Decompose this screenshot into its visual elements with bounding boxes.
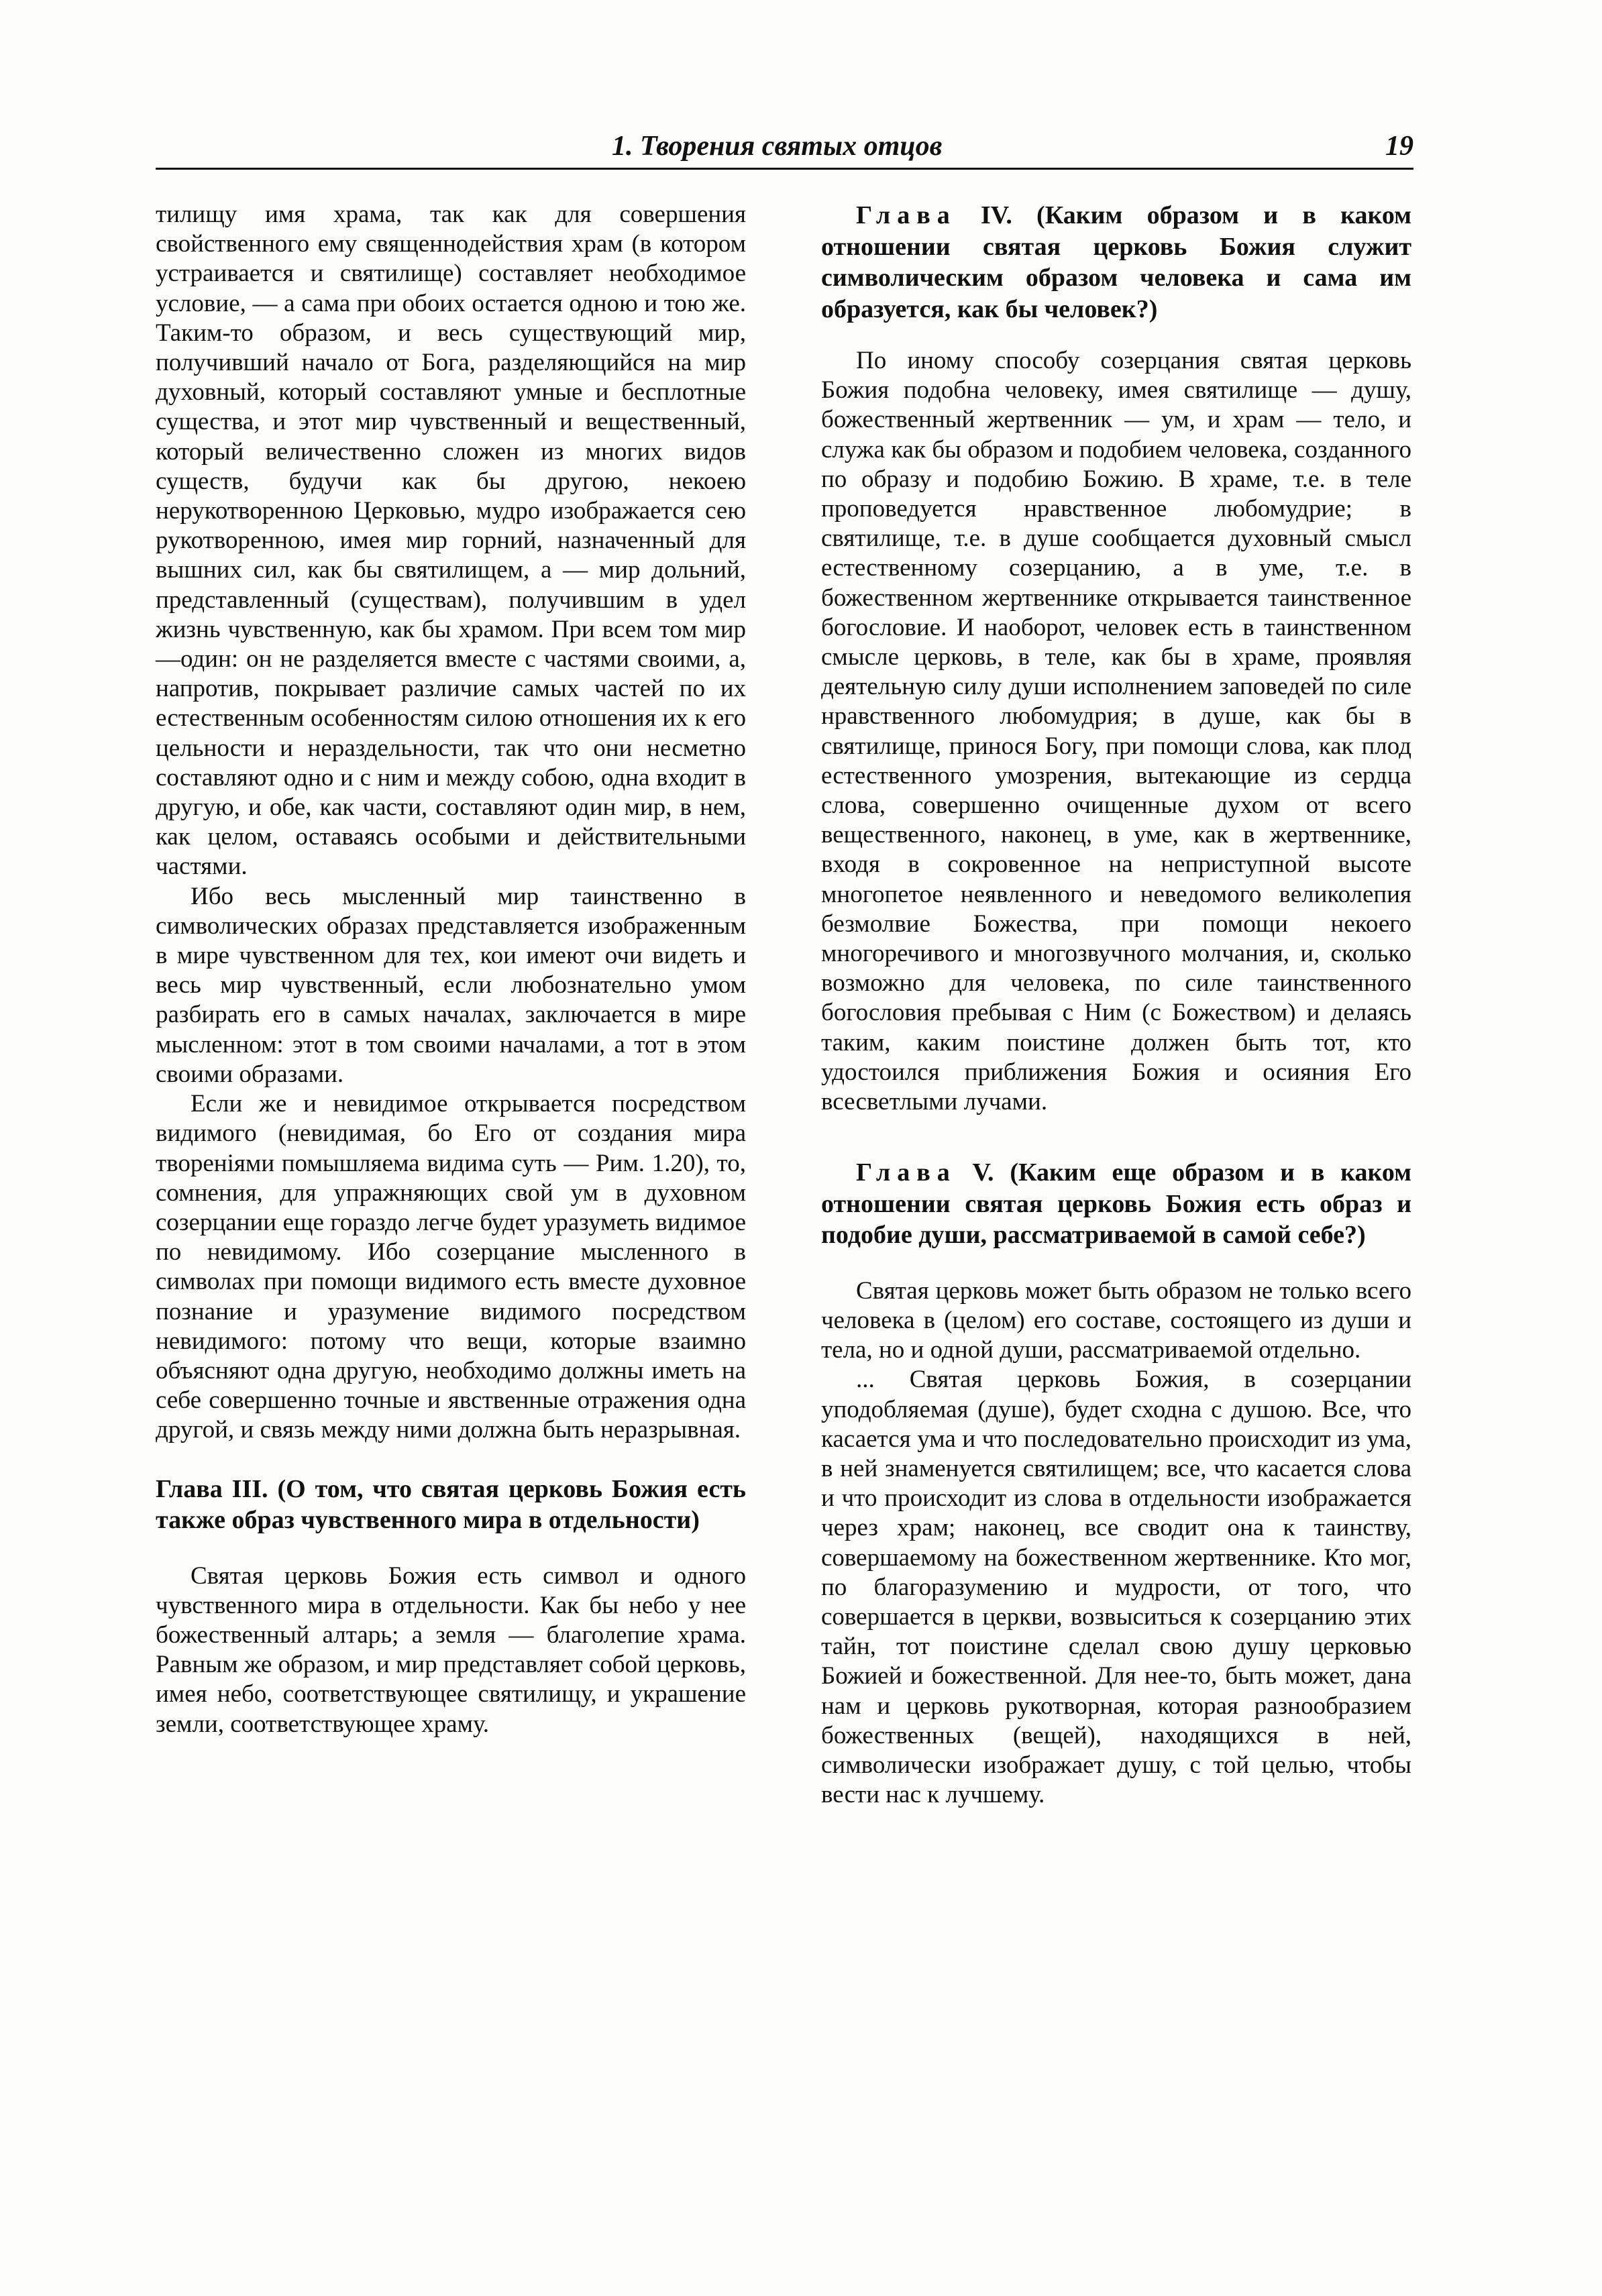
chapter-heading: [821, 200, 1411, 325]
left-column: [156, 200, 746, 1739]
paragraph: Если же и невидимое открывается посредством видимого (невидимая, бо Его от создания мира твореніями помышляема видима суть — Рим. 1.20), то, сомнения, для упражняющих свой ум в духовном созерцании еще гораздо легче будет уразуметь видимое по невидимому. Ибо созерцание мысленного в символах при помощи видимого есть вместе духовное познание и уразумение видимого посредством невидимого: потому что вещи, которые взаимно объясняют одна другую, необходимо должны иметь на себе совершенно точные и явственные отражения одна другой, и связь между ними должна быть неразрывная.: [156, 1090, 746, 1444]
paragraph: ... Святая церковь Божия, в созерцании уподобляемая (душе), будет сходна с душою. Все, что касается ума и что последовательно происходит из ума, в ней знаменуется святилищем; все, что касается слова и что происходит из слова в отдельности изображается через храм; наконец, все сводит она к таинству, совершаемому на божественном жертвеннике. Кто мог, по благоразумению и мудрости, от того, что совершается в церкви, возвыситься к созерцанию этих тайн, тот поистине сделал свою душу церковью Божией и божественной. Для нее-то, быть может, дана нам и церковь рукотворная, которая разнообразием божественных (вещей), находящихся в ней, символически изображает душу, с той целью, чтобы вести нас к лучшему.: [821, 1366, 1411, 1809]
chapter-title: V. (Каким еще образом и в каком отношении святая церковь Божия есть образ и подобие души, рассматриваемой в самой себе?): [821, 1158, 1412, 1250]
right-column: [821, 200, 1411, 1810]
chapter-label: Глава: [856, 1158, 957, 1187]
paragraph: Святая церковь Божия есть символ и одного чувственного мира в отдельности. Как бы небо у нее божественный алтарь; а земля — благолепие храма. Равным же образом, и мир представляет собой церковь, имея небо, соответствующее святилищу, и украшение земли, соответствующее храму.: [156, 1562, 746, 1738]
paragraph: По иному способу созерцания святая церковь Божия подобна человеку, имея святилище — душу, божественный жертвенник — ум, и храм — тело, и служа как бы образом и подобием человека, созданного по образу и подобию Божию. В храме, т.е. в теле проповедуется нравственное любомудрие; в святилище, т.е. в душе сообщается духовный смысл естественному созерцанию, а в уме, т.е. в божественном жертвеннике открывается таинственное богословие. И наоборот, человек есть в таинственном смысле церковь, в теле, как бы в храме, проявляя деятельную силу души исполнением заповедей по силе нравственного любомудрия; в душе, как бы в святилище, принося Богу, при помощи слова, как плод естественного умозрения, вытекающие из сердца слова, совершенно очищенные духом от всего вещественного, наконец, в уме, как в жертвеннике, входя в сокровенное на неприступной высоте многопетое неявленного и неведомого великолепия безмолвие Божества, при помощи некоего многоречивого и многозвучного молчания, и, сколько возможно для человека, по силе таинственного богословия пребывая с Ним (с Божеством) и делаясь таким, каким поистине должен быть тот, кто удостоился приближения Божия и осияния Его всесветлыми лучами.: [821, 347, 1411, 1116]
running-header: [156, 126, 1413, 170]
paragraph: тилищу имя храма, так как для совершения свойственного ему священнодействия храм (в котором устраивается и святилище) составляет необходимое условие, — а сама при обоих остается одною и тою же. Таким-то образом, и весь существующий мир, получивший начало от Бога, разделяющийся на мир духовный, который составляют умные и бесплотные существа, и этот мир чувственный и вещественный, который величественно сложен из многих видов существ, будучи как бы другою, некоею нерукотворенною Церковью, мудро изображается сею рукотворенною, имея мир горний, назначенный для вышних сил, как бы святилищем, а — мир дольний, представленный (существам), получившим в удел жизнь чувственную, как бы храмом. При всем том мир —один: он не разделяется вместе с частями своими, а, напротив, покрывает различие самых частей по их естественным особенностям силою отношения их к его цельности и нераздельности, так что они несметно составляют одно и с ним и между собою, одна входит в другую, и обе, как части, составляют один мир, в нем, как целом, оставаясь особыми и действительными частями.: [156, 201, 746, 881]
chapter-heading: Глава III. (О том, что святая церковь Божия есть также образ чувственного мира в отдельности): [156, 1474, 746, 1535]
chapter-label: Глава: [856, 201, 957, 229]
paragraph: Ибо весь мысленный мир таинственно в символических образах представляется изображенным в мире чувственном для тех, кои имеют очи видеть и весь мир чувственный, если любознательно умом разбирать его в самых началах, заключается в мире мысленном: этот в том своими началами, а тот в этом своими образами.: [156, 882, 746, 1088]
chapter-heading: [821, 1157, 1411, 1251]
paragraph: Святая церковь может быть образом не только всего человека в (целом) его составе, состоящего из души и тела, но и одной души, рассматриваемой отдельно.: [821, 1276, 1411, 1364]
chapter-title: IV. (Каким образом и в каком отношении святая церковь Божия служит символическим образом человека и сама им образуется, как бы человек?): [821, 201, 1412, 323]
running-title: 1. Творения святых отцов: [612, 131, 943, 162]
page-number: 19: [1385, 131, 1413, 162]
